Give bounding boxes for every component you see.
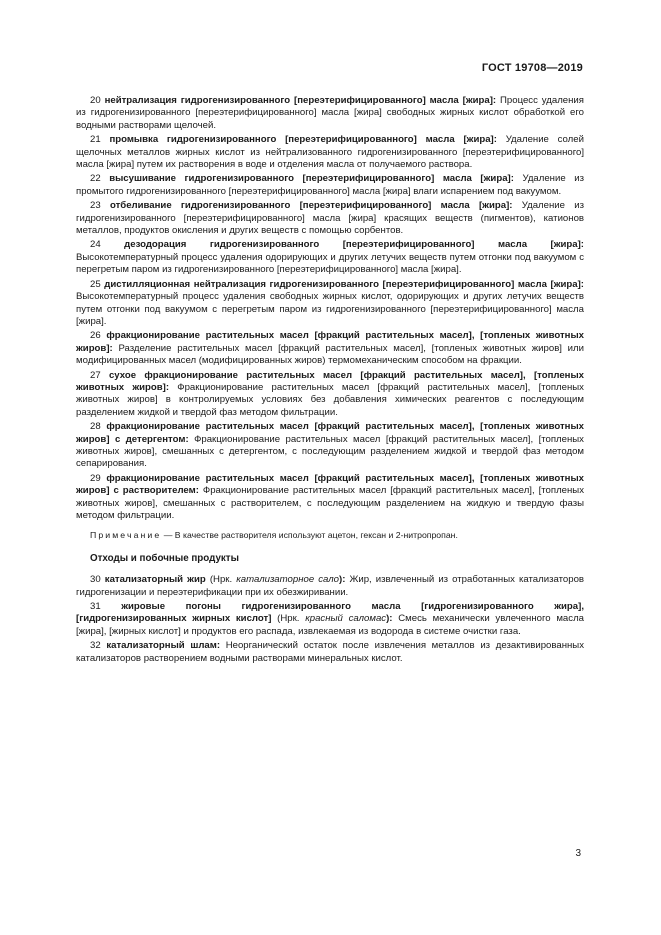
term-name: высушивание гидрогенизированного [переэтерифицированного] масла [жира]:	[109, 173, 514, 185]
nrk-close: ):	[339, 574, 346, 586]
document-code: ГОСТ 19708—2019	[481, 62, 583, 74]
term-number: 23	[90, 200, 101, 212]
nrk-term: катализаторное сало	[236, 574, 340, 586]
term-name: промывка гидрогенизированного [переэтерифицированного] масла [жира]:	[109, 134, 497, 146]
term-name: катализаторный жир	[104, 574, 206, 586]
term-number: 22	[90, 173, 101, 185]
term-number: 25	[90, 278, 101, 290]
term-name: фракционирование растительных масел [фракций растительных масел], [топленых животных жиров]:	[76, 330, 584, 354]
term-entry	[76, 330, 584, 367]
term-definition: Фракционирование растительных масел [фракций растительных масел], [топленых животных жиров], смешанных с растворителем, с последующим разделением на жидкую и твердую фазы методом фильтрации.	[76, 485, 585, 521]
term-number: 30	[90, 574, 101, 586]
term-definition: Удаление из промытого гидрогенизированного [переэтерифицированного] масла [жира] влаги испарением под вакуумом.	[76, 173, 584, 197]
note	[76, 529, 584, 541]
term-definition: Фракционирование растительных масел [фракций растительных масел], [топленых животных жиров], смешанных с детергентом, с последующим разделением жидкой и твердой фаз методом сепарирования.	[76, 433, 584, 470]
term-name: фракционирование растительных масел [фракций растительных масел], [топленых животных жиров] с детергентом:	[76, 421, 584, 445]
term-number: 21	[90, 134, 101, 146]
term-definition: Неорганический остаток после извлечения металлов из дезактивированных катализаторов растворением водными растворами минеральных кислот.	[76, 640, 584, 664]
term-name: жировые погоны гидрогенизированного масла [гидрогенизированного жира], [гидрогенизированных жирных кислот]	[76, 601, 584, 625]
term-entry	[76, 473, 584, 523]
term-entry	[76, 173, 584, 198]
waste-term-entry	[76, 601, 584, 638]
term-entry	[76, 279, 584, 329]
term-number: 24	[90, 239, 101, 251]
term-entry	[76, 200, 584, 237]
term-definition: Высокотемпературный процесс удаления свободных жирных кислот, одорирующих и других летучих веществ путем отгонки под вакуумом с перегретым паром из гидрогенизированного [переэтерифицированного] масла [жира].	[76, 291, 584, 327]
waste-term-entry	[76, 574, 584, 599]
note-text: — В качестве растворителя используют ацетон, гексан и 2-нитропропан.	[161, 530, 458, 541]
term-name: сухое фракционирование растительных масел [фракций растительных масел], [топленых животных жиров]:	[76, 369, 584, 393]
nrk-open: (Нрк.	[271, 613, 306, 625]
term-number: 20	[90, 95, 101, 106]
term-entry	[76, 239, 584, 276]
term-name: отбеливание гидрогенизированного [переэтерифицированного] масла [жира]:	[109, 200, 513, 212]
term-name: катализаторный шлам:	[106, 640, 221, 652]
waste-terms-list	[76, 574, 584, 665]
term-number: 31	[90, 601, 101, 613]
term-name: фракционирование растительных масел [фракций растительных масел], [топленых животных жиров] с растворителем:	[76, 472, 584, 497]
note-label: Примечание	[90, 530, 162, 541]
term-name: дезодорация гидрогенизированного [переэтерифицированного] масла [жира]:	[124, 239, 584, 251]
term-definition: Разделение растительных масел [фракций растительных масел], [топленых животных жиров] или модифицированных масел (модифицированных жиров) термомеханическим способом на фракции.	[76, 342, 584, 367]
term-entry	[76, 134, 584, 171]
nrk-open: (Нрк.	[205, 574, 237, 586]
term-definition: Процесс удаления из гидрогенизированного [переэтерифицированного] масла [жира] свободных жирных кислот обработкой его водными растворами щелочей.	[76, 95, 584, 131]
nrk-term: красный саломас	[305, 613, 387, 625]
term-definition: Жир, извлеченный из отработанных катализаторов гидрогенизации и переэтерификации при их обезжиривании.	[76, 574, 584, 598]
term-name: дистилляционная нейтрализация гидрогенизированного [переэтерифицированного] масла [жира]:	[104, 278, 584, 290]
nrk-close: ):	[386, 613, 393, 625]
term-entry	[76, 421, 584, 471]
document-body	[76, 95, 584, 667]
term-definition: Высокотемпературный процесс удаления одорирующих и других летучих веществ путем отгонки под вакуумом с перегретым паром из гидрогенизированного [переэтерифицированного] масла [жира].	[76, 251, 584, 276]
term-definition: Удаление из гидрогенизированного [переэтерифицированного] масла [жира] красящих веществ (пигментов), катионов металлов, продуктов окисления и других веществ с помощью сорбентов.	[76, 200, 584, 237]
term-definition: Удаление солей щелочных металлов жирных кислот из нейтрализованного гидрогенизированного [переэтерифицированного] масла [жира] путем их растворения в воде и отделения масла от получаемого раствора.	[76, 134, 584, 171]
section-heading: Отходы и побочные продукты	[90, 552, 239, 564]
term-number: 32	[90, 640, 101, 652]
terms-list	[76, 95, 584, 522]
term-entry	[76, 95, 584, 132]
waste-term-entry	[76, 640, 584, 665]
page-number: 3	[575, 848, 581, 859]
term-number: 29	[90, 472, 101, 484]
term-definition: Смесь механически увлеченного масла [жира], [жирных кислот] и продуктов его распада, извлекаемая из водорода в системе очистки газа.	[76, 613, 585, 637]
term-number: 27	[90, 369, 101, 381]
term-definition: Фракционирование растительных масел [фракций растительных масел], [топленых животных жиров] в контролируемых условиях без добавления химических реагентов с последующим разделением жидкой и твердой фаз методом фильтрации.	[76, 381, 584, 418]
term-number: 26	[90, 330, 101, 342]
term-name: нейтрализация гидрогенизированного [переэтерифицированного] масла [жира]:	[104, 95, 497, 106]
term-entry	[76, 370, 584, 420]
term-number: 28	[90, 421, 101, 433]
